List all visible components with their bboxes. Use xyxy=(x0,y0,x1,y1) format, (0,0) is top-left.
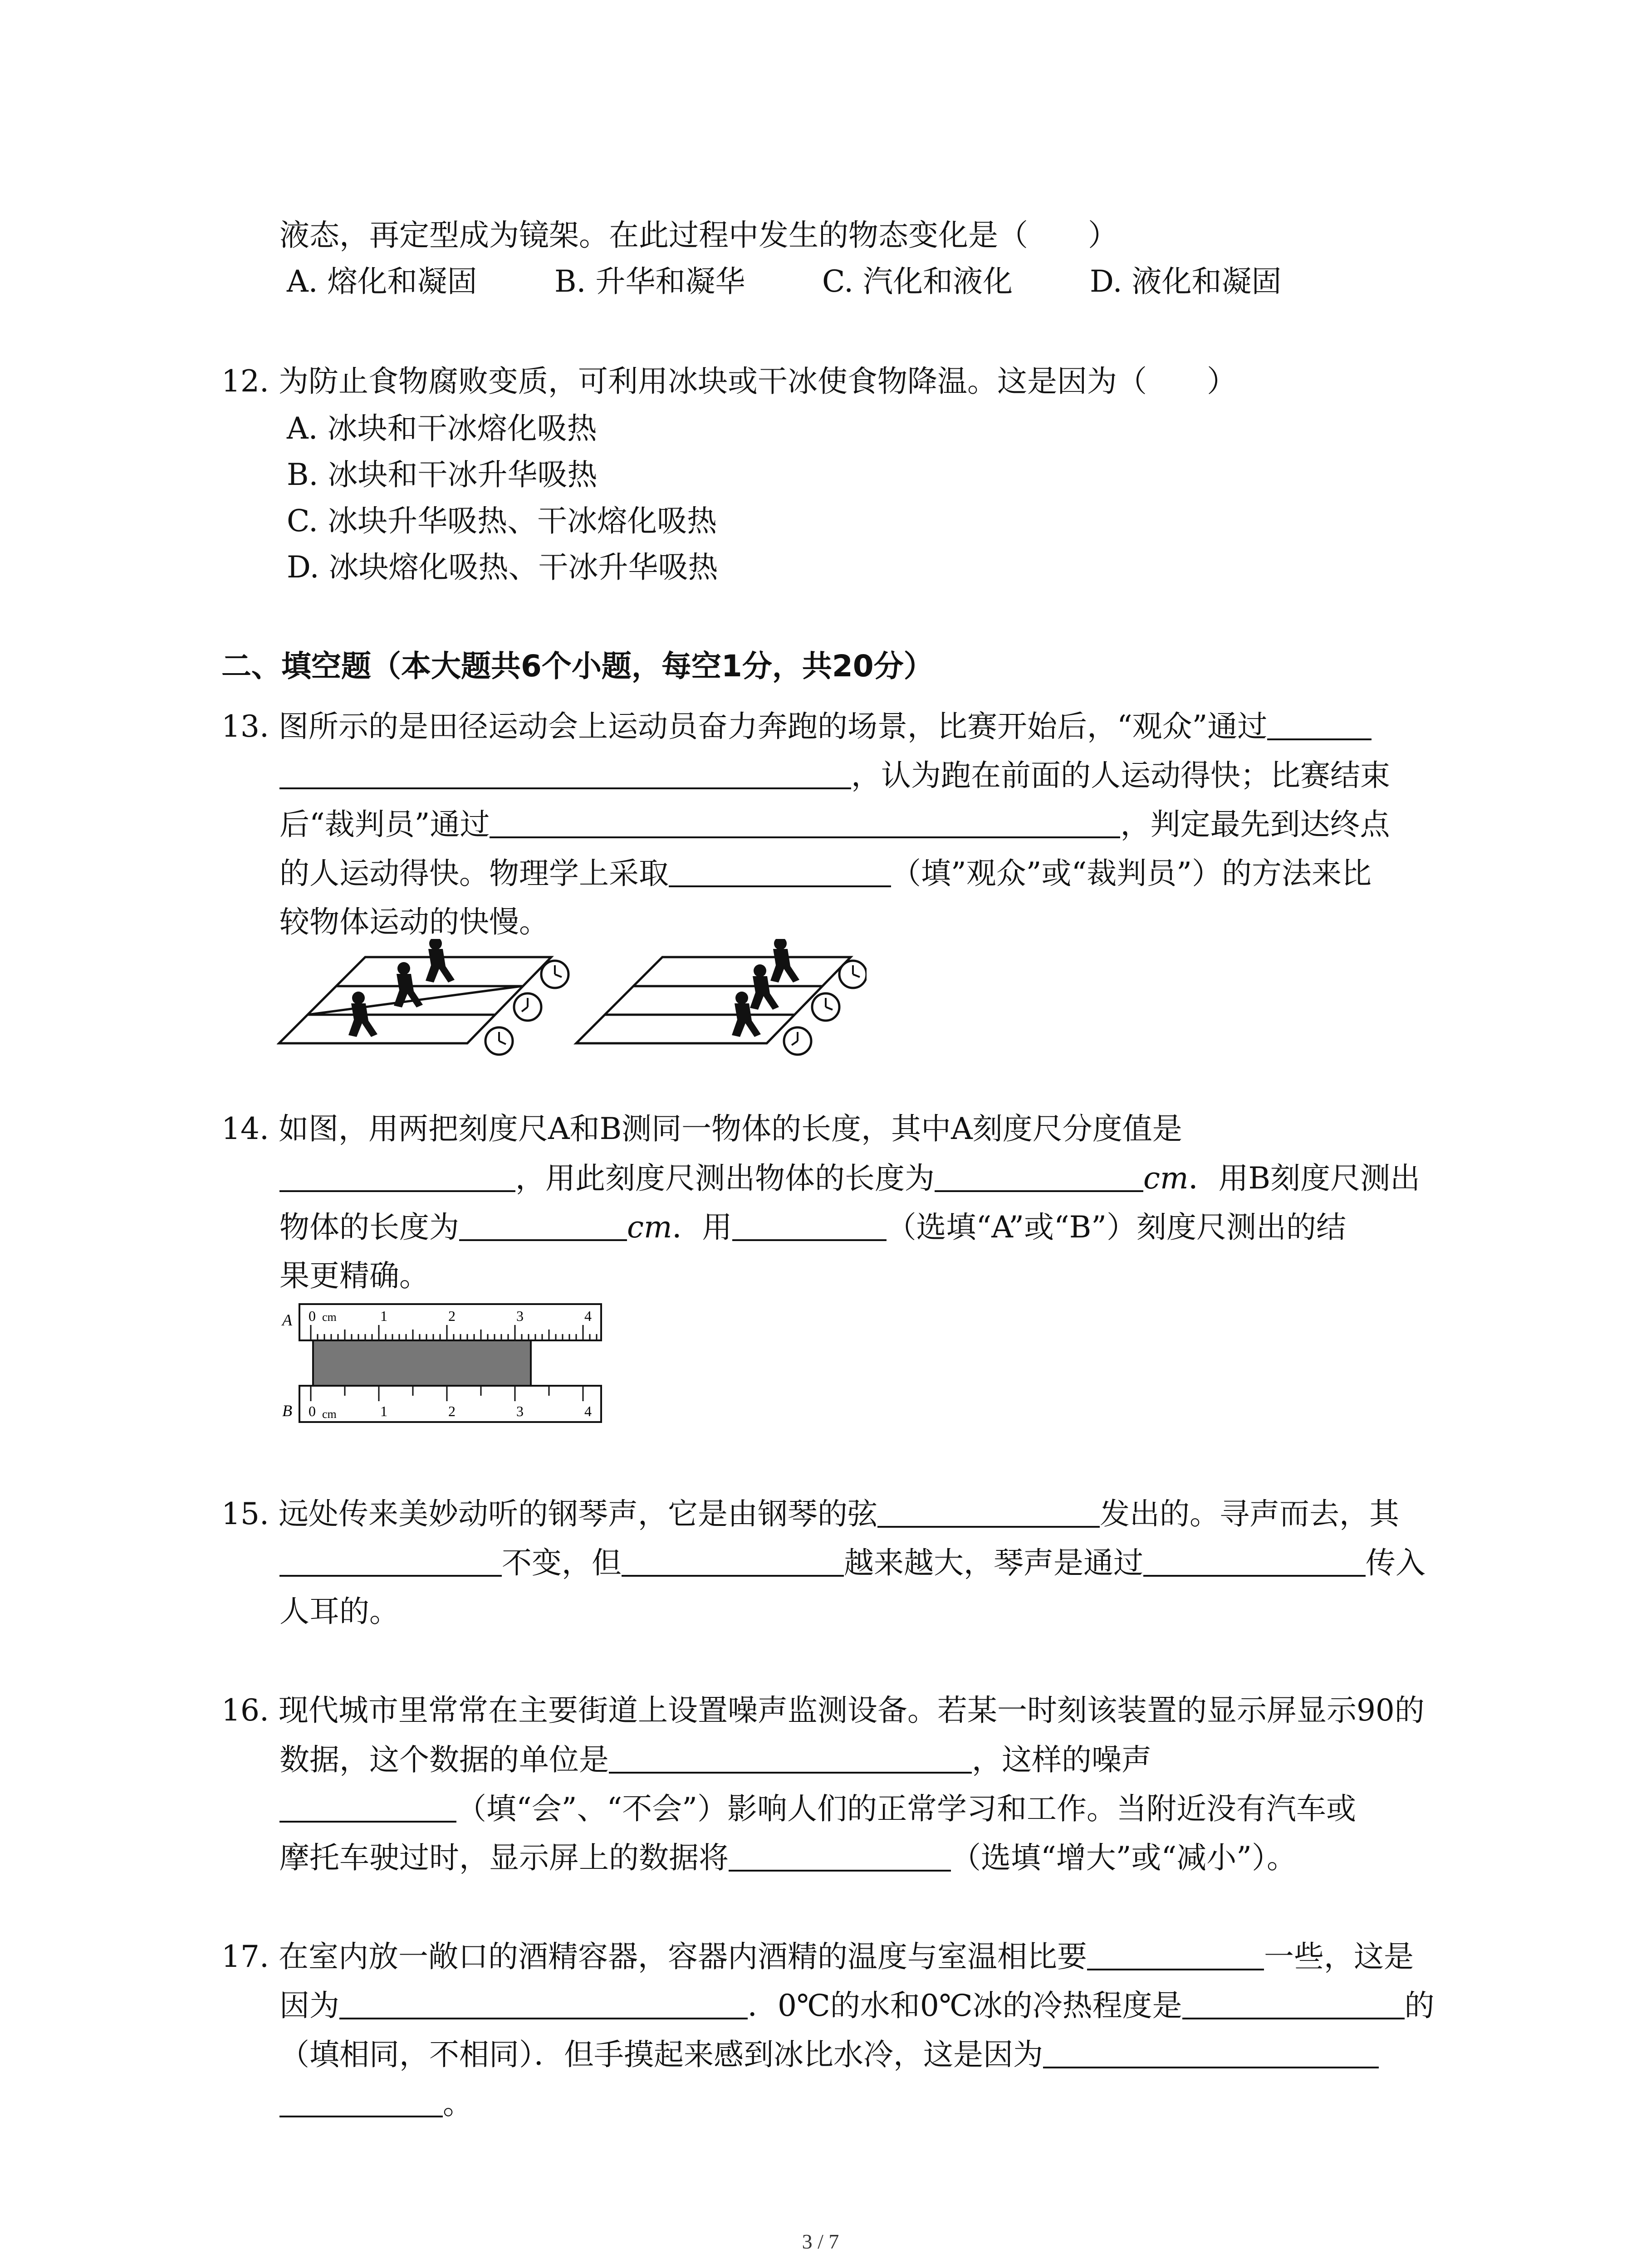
ruler-b-tick-2: 2 xyxy=(448,1403,456,1419)
q13-blank-1-cont[interactable] xyxy=(279,760,851,789)
q14-unit-1: cm xyxy=(1143,1161,1189,1196)
ruler-b-tick-0: 0 xyxy=(309,1403,316,1419)
q15-line2 xyxy=(279,1545,1425,1580)
q12-option-d: D. 冰块熔化吸热、干冰升华吸热 xyxy=(287,550,718,585)
q16-line3 xyxy=(279,1791,1356,1826)
q13-text-2: ，认为跑在前面的人运动得快；比赛结束 xyxy=(851,758,1390,793)
ruler-b-unit: cm xyxy=(322,1408,337,1421)
q17-text-3a: （填相同，不相同）．但手摸起来感到冰比水冷，这是因为 xyxy=(279,2037,1043,2072)
q14-line4: 果更精确。 xyxy=(279,1258,429,1293)
q14-text-2a: ，用此刻度尺测出物体的长度为 xyxy=(515,1161,935,1196)
q14-blank-3[interactable] xyxy=(459,1212,627,1241)
q14-text-3b: ．用 xyxy=(672,1210,732,1245)
q15-blank-4[interactable] xyxy=(1143,1548,1366,1577)
q17-blank-4[interactable] xyxy=(1043,2039,1379,2068)
q12-option-c: C. 冰块升华吸热、干冰熔化吸热 xyxy=(287,503,717,538)
q14-text-3a: 物体的长度为 xyxy=(279,1210,459,1245)
q14-text-3c: （选填“A”或“B”）刻度尺测出的结 xyxy=(886,1210,1346,1245)
q13-line5: 较物体运动的快慢。 xyxy=(279,904,549,939)
q15-line3: 人耳的。 xyxy=(279,1594,399,1629)
q14-blank-1[interactable] xyxy=(279,1163,515,1192)
q15-text-1a: 15. 远处传来美妙动听的钢琴声，它是由钢琴的弦 xyxy=(221,1496,877,1531)
q13-blank-3[interactable] xyxy=(669,858,891,887)
q13-line2 xyxy=(279,760,1390,791)
q12-stem: 12. 为防止食物腐败变质，可利用冰块或干冰使食物降温。这是因为（ ） xyxy=(221,364,1237,399)
ruler-a-unit: cm xyxy=(322,1310,337,1324)
q17-text-1a: 17. 在室内放一敞口的酒精容器，容器内酒精的温度与室温相比要 xyxy=(221,1939,1087,1974)
ruler-a-tick-0: 0 xyxy=(309,1308,316,1324)
ruler-b-label: B xyxy=(282,1402,292,1420)
q13-text-3b: ，判定最先到达终点 xyxy=(1120,807,1390,842)
q17-text-1b: 一些，这是 xyxy=(1264,1939,1414,1974)
q14-line3 xyxy=(279,1210,1346,1245)
q15-text-2a: 不变，但 xyxy=(502,1545,622,1580)
q17-line4 xyxy=(279,2088,473,2119)
q13-line4 xyxy=(279,858,1372,889)
q13-race-figure xyxy=(277,939,867,1061)
q17-text-2a: 因为 xyxy=(279,1988,339,2023)
ruler-b-tick-3: 3 xyxy=(516,1403,524,1419)
q16-line2 xyxy=(279,1742,1151,1777)
q16-text-2a: 数据，这个数据的单位是 xyxy=(279,1742,609,1777)
q14-line1: 14. 如图，用两把刻度尺A和B测同一物体的长度，其中A刻度尺分度值是 xyxy=(221,1111,1182,1146)
q17-blank-3[interactable] xyxy=(1182,1990,1405,2019)
q17-text-4: 。 xyxy=(443,2086,473,2121)
ruler-b-tick-1: 1 xyxy=(380,1403,387,1419)
q17-line3 xyxy=(279,2039,1379,2070)
q16-blank-1[interactable] xyxy=(609,1745,972,1774)
q16-text-2b: ，这样的噪声 xyxy=(972,1742,1151,1777)
q15-blank-1[interactable] xyxy=(877,1499,1100,1528)
q17-line1 xyxy=(221,1941,1414,1972)
q11-option-d: D. 液化和凝固 xyxy=(1090,264,1282,299)
section-title: 二、填空题（本大题共6个小题，每空1分，共20分） xyxy=(221,649,934,684)
runner-3 xyxy=(426,939,455,982)
runner-6 xyxy=(770,939,799,982)
q16-text-4a: 摩托车驶过时，显示屏上的数据将 xyxy=(279,1840,729,1875)
q16-text-3: （填“会”、“不会”）影响人们的正常学习和工作。当附近没有汽车或 xyxy=(456,1791,1356,1826)
q14-text-2b: ．用B刻度尺测出 xyxy=(1188,1161,1421,1196)
q17-text-2b: ．0℃的水和0℃冰的冷热程度是 xyxy=(748,1988,1182,2023)
q13-text-3a: 后“裁判员”通过 xyxy=(279,807,490,842)
track-2 xyxy=(576,957,851,1043)
q14-blank-4[interactable] xyxy=(732,1212,887,1241)
q17-line2 xyxy=(279,1990,1435,2021)
q15-text-2b: 越来越大，琴声是通过 xyxy=(844,1545,1143,1580)
q13-blank-2[interactable] xyxy=(490,809,1120,838)
q15-blank-2[interactable] xyxy=(279,1548,502,1577)
q13-blank-1[interactable] xyxy=(1267,711,1372,740)
q15-blank-3[interactable] xyxy=(622,1548,844,1577)
q13-text-1: 13. 图所示的是田径运动会上运动员奋力奔跑的场景，比赛开始后，“观众”通过 xyxy=(221,709,1268,744)
q11-option-a: A. 熔化和凝固 xyxy=(287,264,477,299)
q15-text-2c: 传入 xyxy=(1366,1545,1425,1580)
page-number: 3 / 7 xyxy=(802,2230,839,2253)
q17-blank-1[interactable] xyxy=(1087,1941,1264,1970)
q12-option-b: B. 冰块和干冰升华吸热 xyxy=(287,457,598,492)
q14-ruler-figure xyxy=(277,1297,608,1433)
q15-line1 xyxy=(221,1496,1399,1531)
ruler-a-tick-2: 2 xyxy=(448,1308,456,1324)
measured-object xyxy=(313,1340,531,1386)
q15-text-1b: 发出的。寻声而去，其 xyxy=(1099,1496,1399,1531)
q17-blank-4-cont[interactable] xyxy=(279,2088,443,2117)
q14-blank-2[interactable] xyxy=(935,1163,1143,1192)
q13-text-4a: 的人运动得快。物理学上采取 xyxy=(279,856,669,891)
q11-option-b: B. 升华和凝华 xyxy=(554,264,745,299)
q14-unit-2: cm xyxy=(627,1210,672,1245)
q17-blank-2[interactable] xyxy=(339,1990,748,2019)
q16-line4 xyxy=(279,1840,1297,1875)
q12-option-a: A. 冰块和干冰熔化吸热 xyxy=(287,411,597,446)
ruler-a-tick-1: 1 xyxy=(380,1308,387,1324)
q13-text-4b: （填”观众”或“裁判员”）的方法来比 xyxy=(891,856,1372,891)
q13-line3 xyxy=(279,809,1390,840)
q16-line1: 16. 现代城市里常常在主要街道上设置噪声监测设备。若某一时刻该装置的显示屏显示90的 xyxy=(221,1693,1425,1728)
q17-text-2c: 的 xyxy=(1404,1988,1435,2023)
q16-blank-2[interactable] xyxy=(279,1794,456,1823)
q11-option-c: C. 汽化和液化 xyxy=(822,264,1013,299)
q11-stem-end: 液态，再定型成为镜架。在此过程中发生的物态变化是（ ） xyxy=(279,218,1118,253)
ruler-a-label: A xyxy=(282,1311,292,1329)
ruler-a-tick-3: 3 xyxy=(516,1308,524,1324)
q16-text-4b: （选填“增大”或“减小”）。 xyxy=(951,1840,1297,1875)
q14-line2 xyxy=(279,1161,1421,1196)
ruler-b-tick-4: 4 xyxy=(584,1403,592,1419)
q16-blank-3[interactable] xyxy=(729,1843,951,1872)
ruler-a-tick-4: 4 xyxy=(584,1308,592,1324)
q13-line1 xyxy=(221,711,1372,742)
